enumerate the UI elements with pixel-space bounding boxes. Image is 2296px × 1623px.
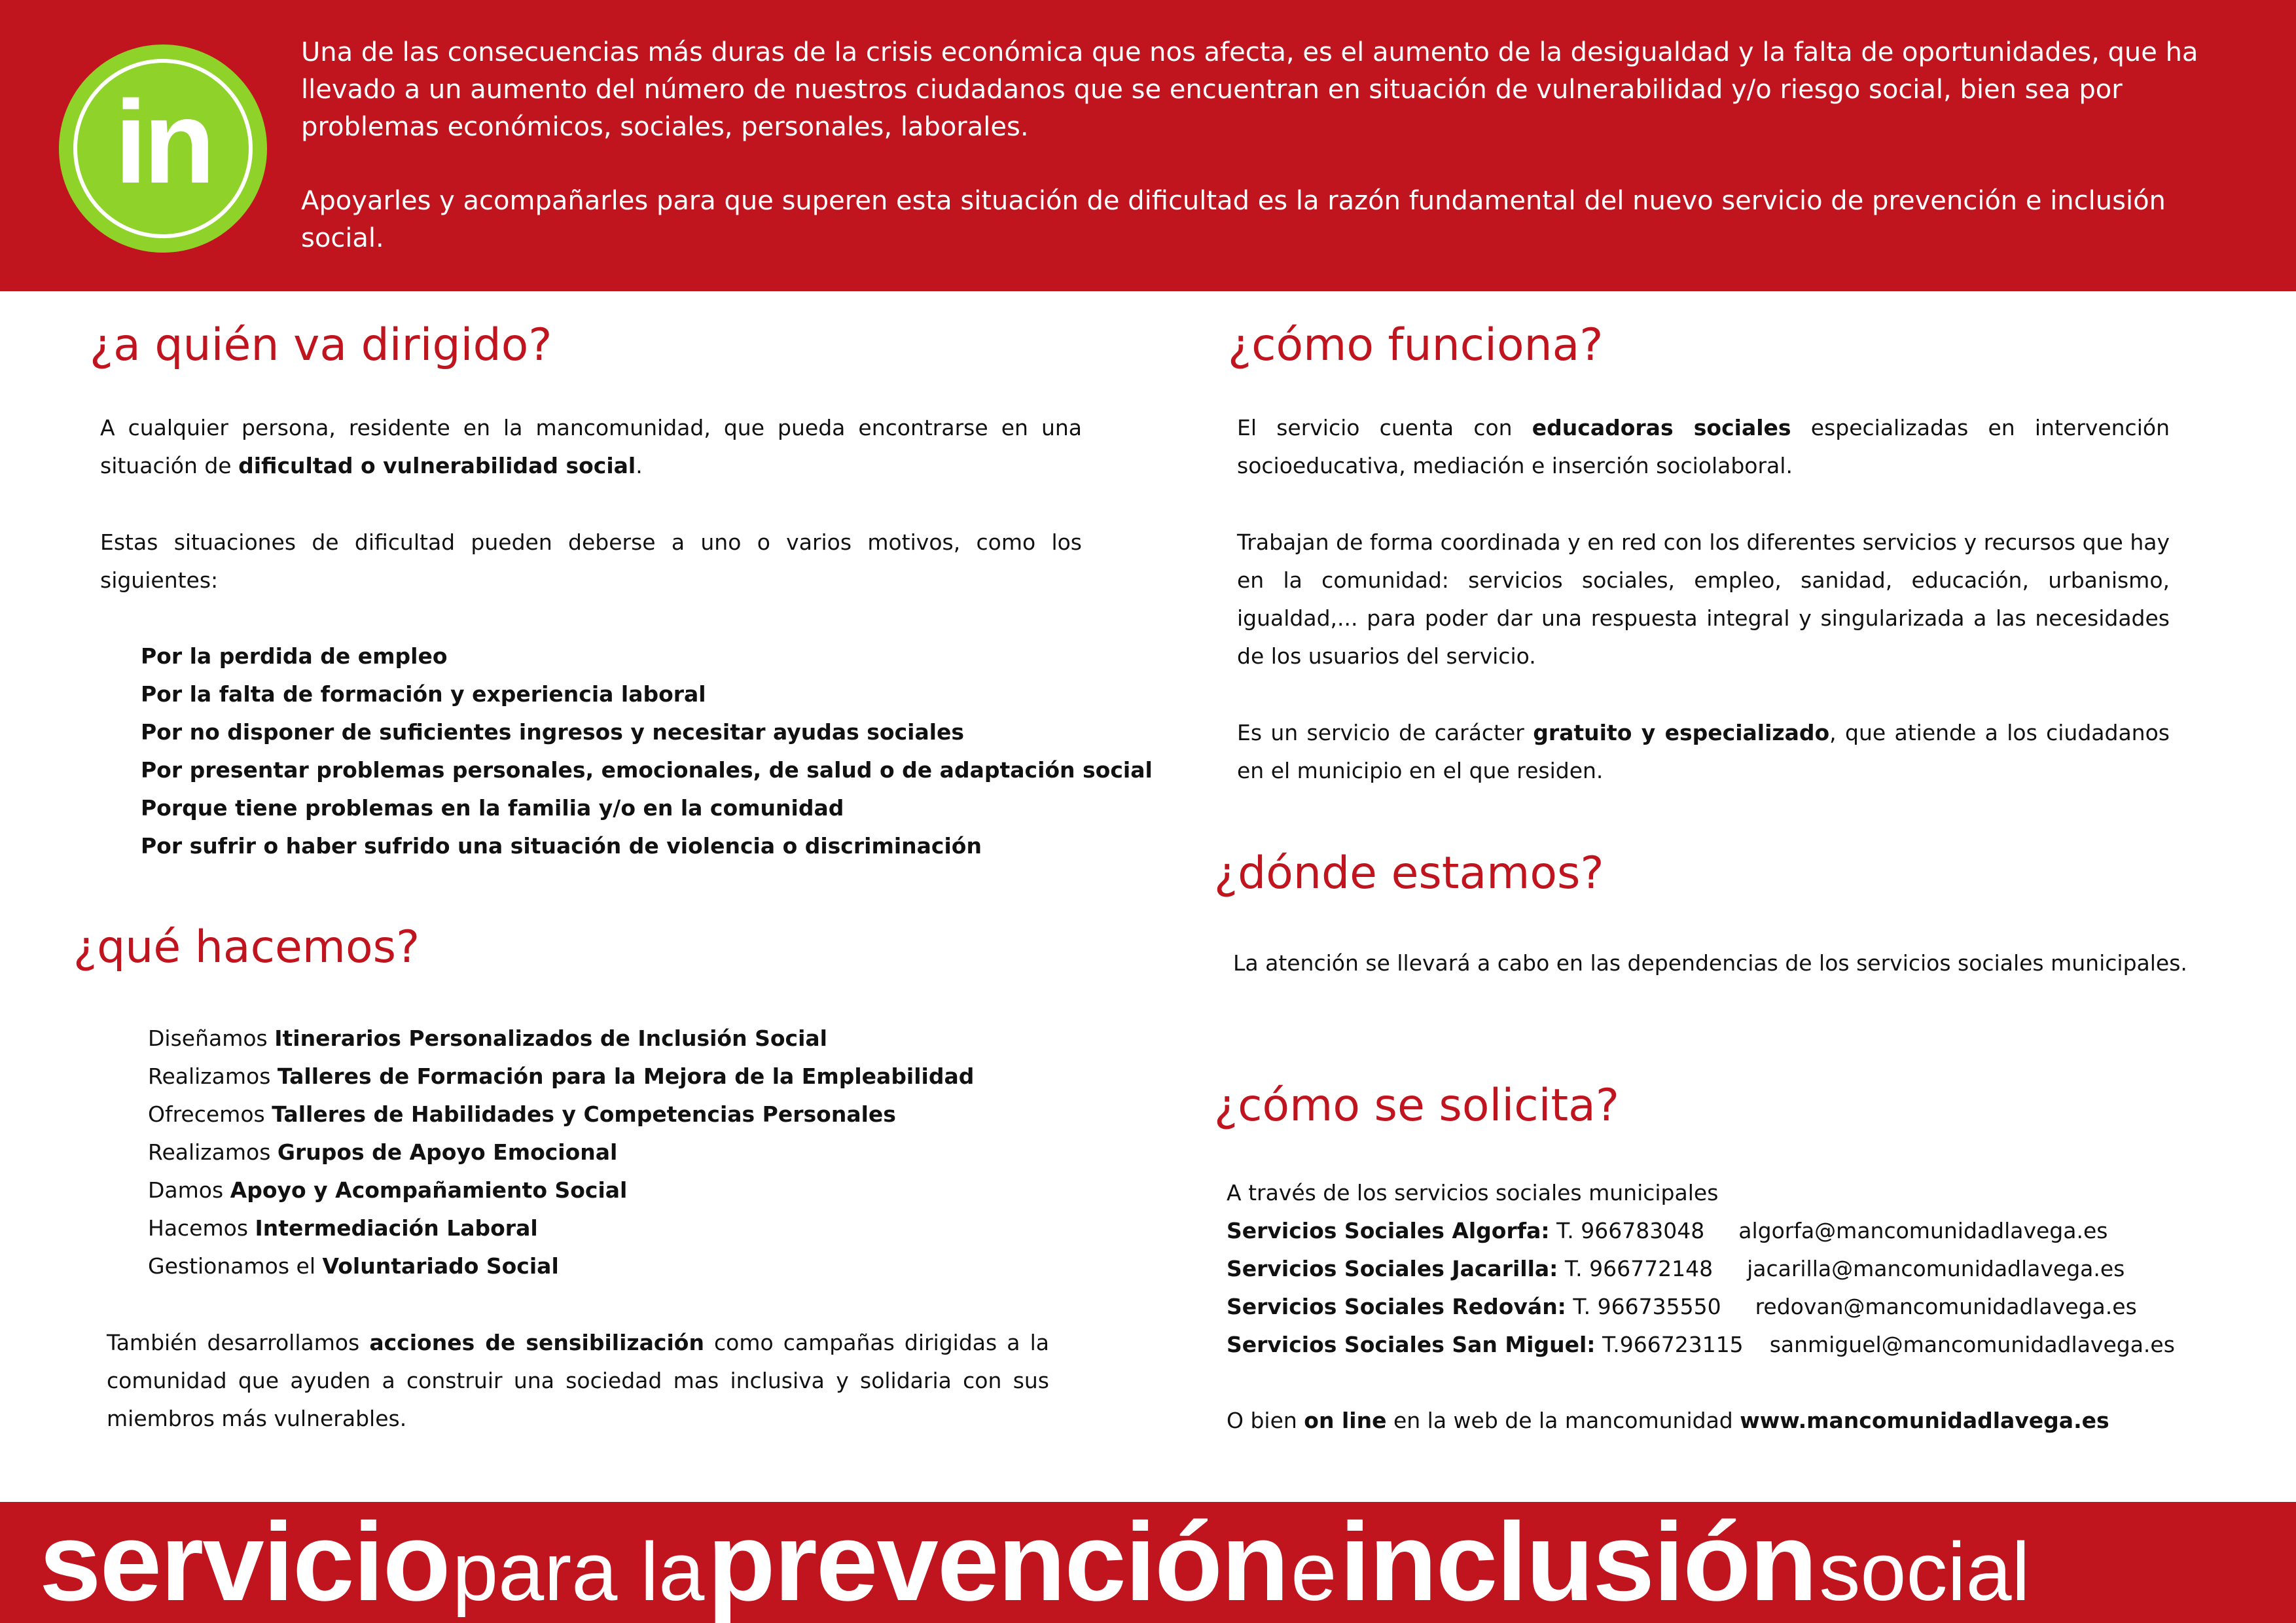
intro-paragraph-1: Una de las consecuencias más duras de la crisis económica que nos afecta, es el aumento de la desigualdad y la falta de oportunidades, que ha llevado a un aumento del número de nuestros ciudadanos que se encuentran en situación de vulnerabilidad y/o riesgo social, bien sea por problemas económicos, sociales, personales, laborales. [301, 37, 2198, 142]
intro-paragraph-2: Apoyarles y acompañarles para que superen esta situación de dificultad es la razón fundamental del nuevo servicio de prevención e inclusión social. [301, 186, 2166, 253]
office-row: Servicios Sociales Algorfa: T. 966783048 algorfa@mancomunidadlavega.es [1227, 1218, 2108, 1243]
funciona-paragraph-1: El servicio cuenta con educadoras sociales especializadas en intervención socioeducativa, mediación e inserción sociolaboral. [1237, 415, 2170, 478]
logo-ring [73, 59, 253, 238]
motivo-item: Por la falta de formación y experiencia laboral [141, 681, 706, 707]
header-band [0, 0, 2296, 291]
website-url: www.mancomunidadlavega.es [1740, 1408, 2109, 1433]
office-row: Servicios Sociales Redován: T. 966735550 redovan@mancomunidadlavega.es [1227, 1294, 2137, 1319]
slogan-word: inclusión [1339, 1502, 1816, 1623]
quien-p1-text: A cualquier persona, residente en la mancomunidad, que pueda encontrarse en una situación de [100, 415, 1082, 478]
slogan-word: social [1819, 1525, 2030, 1618]
hacemos-item: Hacemos Intermediación Laboral [148, 1215, 538, 1241]
funciona-paragraph-2: Trabajan de forma coordinada y en red con los diferentes servicios y recursos que hay en la comunidad: servicios sociales, empleo, sanidad, educación, urbanismo, igualdad,... para poder dar una respuesta integral y singularizada a las necesidades de los usuarios del servicio. [1237, 529, 2170, 669]
office-row: Servicios Sociales Jacarilla: T. 966772148 jacarilla@mancomunidadlavega.es [1227, 1256, 2125, 1281]
solicita-intro: A través de los servicios sociales municipales [1227, 1180, 1719, 1205]
motivo-item: Por no disponer de suficientes ingresos y necesitar ayudas sociales [141, 719, 965, 745]
sensibilizacion-paragraph: También desarrollamos acciones de sensibilización como campañas dirigidas a la comunidad que ayuden a construir una sociedad mas inclusiva y solidaria con sus miembros más vulnerables. [107, 1330, 1049, 1431]
heading-como-funciona: ¿cómo funciona? [1228, 319, 1604, 371]
footer-band [0, 1502, 2296, 1623]
slogan-word: para la [452, 1525, 705, 1618]
heading-que-hacemos: ¿qué hacemos? [73, 921, 420, 973]
logo-text: in [115, 77, 211, 208]
slogan-word: prevención [707, 1502, 1288, 1623]
hacemos-item: Damos Apoyo y Acompañamiento Social [148, 1177, 628, 1203]
office-email: redovan@mancomunidadlavega.es [1755, 1294, 2137, 1319]
footer-slogan [39, 1502, 2030, 1623]
hacemos-item: Realizamos Grupos de Apoyo Emocional [148, 1139, 618, 1165]
office-email: sanmiguel@mancomunidadlavega.es [1769, 1332, 2175, 1357]
in-logo [59, 45, 267, 253]
donde-paragraph: La atención se llevará a cabo en las dependencias de los servicios sociales municipales. [1233, 950, 2187, 976]
motivo-item: Porque tiene problemas en la familia y/o en la comunidad [141, 795, 844, 821]
quien-p1-end: . [636, 453, 643, 478]
hacemos-item: Realizamos Talleres de Formación para la Mejora de la Empleabilidad [148, 1063, 975, 1089]
office-email: jacarilla@mancomunidadlavega.es [1747, 1256, 2125, 1281]
heading-a-quien: ¿a quién va dirigido? [90, 319, 552, 371]
heading-como-se-solicita: ¿cómo se solicita? [1214, 1080, 1619, 1132]
funciona-paragraph-3: Es un servicio de carácter gratuito y especializado, que atiende a los ciudadanos en el municipio en el que residen. [1237, 720, 2170, 783]
hacemos-item: Diseñamos Itinerarios Personalizados de Inclusión Social [148, 1026, 827, 1051]
hacemos-item: Gestionamos el Voluntariado Social [148, 1253, 559, 1279]
quien-paragraph-2: Estas situaciones de dificultad pueden deberse a uno o varios motivos, como los siguientes: [100, 529, 1082, 593]
online-row: O bien on line en la web de la mancomunidad www.mancomunidadlavega.es [1227, 1408, 2109, 1433]
solicita-block [1227, 1174, 2175, 1440]
heading-donde-estamos: ¿dónde estamos? [1214, 847, 1604, 899]
quien-p1-bold: dificultad o vulnerabilidad social [238, 453, 636, 478]
hacemos-item: Ofrecemos Talleres de Habilidades y Competencias Personales [148, 1101, 896, 1127]
office-row: Servicios Sociales San Miguel: T.966723115 sanmiguel@mancomunidadlavega.es [1227, 1332, 2175, 1357]
motivo-item: Por presentar problemas personales, emocionales, de salud o de adaptación social [141, 757, 1153, 783]
motivos-list [141, 637, 1153, 865]
slogan-word: e [1291, 1525, 1337, 1618]
motivo-item: Por sufrir o haber sufrido una situación de violencia o discriminación [141, 833, 982, 859]
intro-text [301, 34, 2199, 257]
quien-paragraph-1 [100, 409, 1082, 485]
motivo-item: Por la perdida de empleo [141, 643, 448, 669]
slogan-word: servicio [39, 1502, 450, 1623]
office-email: algorfa@mancomunidadlavega.es [1738, 1218, 2108, 1243]
hacemos-list [148, 1020, 974, 1285]
